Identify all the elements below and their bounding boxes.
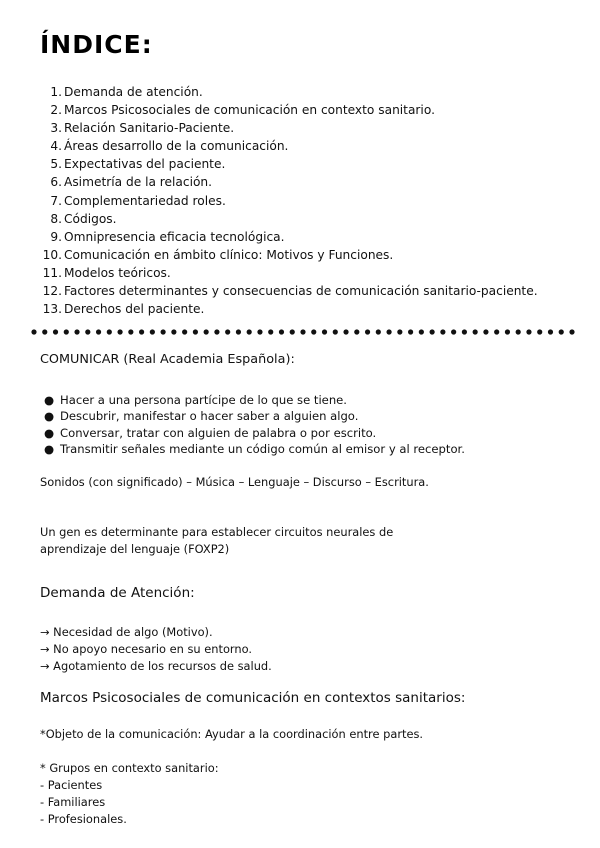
toc-text: Marcos Psicosociales de comunicación en contexto sanitario. bbox=[64, 103, 435, 118]
divider-dot bbox=[182, 329, 187, 334]
divider-dot bbox=[107, 329, 112, 334]
toc-item bbox=[40, 83, 580, 101]
toc-text: Asimetría de la relación. bbox=[64, 175, 213, 190]
bullet-text: Conversar, tratar con alguien de palabra o por escrito. bbox=[60, 425, 377, 440]
toc-number: 12. bbox=[42, 284, 62, 299]
divider-dot bbox=[247, 329, 252, 334]
toc-item bbox=[40, 192, 580, 210]
toc-text: Factores determinantes y consecuencias de comunicación sanitario-paciente. bbox=[64, 284, 538, 299]
toc-text: Comunicación en ámbito clínico: Motivos y Funciones. bbox=[64, 247, 394, 262]
divider-dot bbox=[290, 329, 295, 334]
list-item bbox=[40, 658, 272, 675]
demanda-heading: Demanda de Atención: bbox=[40, 585, 195, 601]
toc-item bbox=[40, 228, 580, 246]
divider-dot bbox=[225, 329, 230, 334]
divider-dot bbox=[74, 329, 79, 334]
list-item bbox=[40, 641, 272, 658]
divider-dot bbox=[236, 329, 241, 334]
note-line: *Objeto de la comunicación: Ayudar a la coordinación entre partes. bbox=[40, 727, 424, 741]
divider-dot bbox=[214, 329, 219, 334]
divider-dot bbox=[117, 329, 122, 334]
demanda-list bbox=[40, 624, 272, 675]
divider-dot bbox=[397, 329, 402, 334]
divider-dot bbox=[85, 329, 90, 334]
toc-number: 11. bbox=[42, 265, 62, 280]
divider-dot bbox=[128, 329, 133, 334]
divider-dot bbox=[526, 329, 531, 334]
divider-dot bbox=[440, 329, 445, 334]
marcos-heading: Marcos Psicosociales de comunicación en contextos sanitarios: bbox=[40, 690, 466, 706]
toc-text: Expectativas del paciente. bbox=[64, 157, 226, 172]
divider-dot bbox=[419, 329, 424, 334]
dotted-divider bbox=[30, 328, 576, 336]
divider-dot bbox=[171, 329, 176, 334]
bullet-text: Transmitir señales mediante un código común al emisor y al receptor. bbox=[60, 442, 465, 457]
list-item bbox=[44, 425, 465, 441]
divider-dot bbox=[139, 329, 144, 334]
table-of-contents bbox=[40, 83, 580, 318]
toc-text: Relación Sanitario-Paciente. bbox=[64, 121, 235, 136]
divider-dot bbox=[430, 329, 435, 334]
page-title: ÍNDICE: bbox=[40, 30, 153, 59]
gen-paragraph: Un gen es determinante para establecer circuitos neurales de aprendizaje del lenguaje (FOXP2) bbox=[40, 525, 394, 556]
toc-item bbox=[40, 264, 580, 282]
arrow-right-icon: → bbox=[40, 642, 50, 656]
list-item bbox=[44, 441, 465, 457]
divider-dot bbox=[96, 329, 101, 334]
toc-item bbox=[40, 246, 580, 264]
bullet-icon: ● bbox=[44, 442, 55, 457]
toc-item bbox=[40, 173, 580, 191]
list-item bbox=[40, 624, 272, 641]
divider-dot bbox=[42, 329, 47, 334]
toc-number: 2. bbox=[50, 103, 62, 118]
toc-number: 9. bbox=[50, 229, 62, 244]
toc-text: Omnipresencia eficacia tecnológica. bbox=[64, 229, 285, 244]
toc-text: Demanda de atención. bbox=[64, 85, 203, 99]
comunicar-heading: COMUNICAR (Real Academia Española): bbox=[40, 352, 295, 367]
divider-dot bbox=[257, 329, 262, 334]
comunicar-bullet-list bbox=[44, 392, 465, 458]
toc-text: Códigos. bbox=[64, 211, 117, 226]
divider-dot bbox=[268, 329, 273, 334]
toc-text: Áreas desarrollo de la comunicación. bbox=[64, 139, 289, 154]
bullet-text: Hacer a una persona partícipe de lo que se tiene. bbox=[60, 393, 347, 407]
divider-dot bbox=[161, 329, 166, 334]
list-item-text: No apoyo necesario en su entorno. bbox=[53, 642, 253, 656]
list-item-text: Agotamiento de los recursos de salud. bbox=[53, 659, 272, 673]
list-item bbox=[44, 392, 465, 408]
bullet-text: Descubrir, manifestar o hacer saber a alguien algo. bbox=[60, 409, 359, 424]
toc-number: 1. bbox=[50, 85, 62, 99]
divider-dot bbox=[548, 329, 553, 334]
toc-item bbox=[40, 101, 580, 119]
divider-dot bbox=[204, 329, 209, 334]
divider-dot bbox=[537, 329, 542, 334]
toc-number: 8. bbox=[50, 211, 62, 226]
divider-dot bbox=[505, 329, 510, 334]
note-line: - Familiares bbox=[40, 795, 106, 809]
toc-text: Derechos del paciente. bbox=[64, 302, 205, 317]
toc-item bbox=[40, 137, 580, 155]
note-line: * Grupos en contexto sanitario: bbox=[40, 761, 219, 775]
dotted-divider-graphic bbox=[30, 328, 576, 336]
toc-item bbox=[40, 119, 580, 137]
divider-dot bbox=[408, 329, 413, 334]
toc-number: 5. bbox=[50, 157, 62, 172]
list-item bbox=[44, 408, 465, 424]
toc-number: 13. bbox=[42, 302, 62, 317]
divider-dot bbox=[559, 329, 564, 334]
bullet-icon: ● bbox=[44, 425, 55, 440]
toc-item bbox=[40, 210, 580, 228]
toc-text: Modelos teóricos. bbox=[64, 265, 171, 280]
toc-text: Complementariedad roles. bbox=[64, 193, 226, 208]
toc-number: 7. bbox=[50, 193, 62, 208]
divider-dot bbox=[150, 329, 155, 334]
arrow-right-icon: → bbox=[40, 625, 50, 639]
toc-item bbox=[40, 155, 580, 173]
note-line: - Pacientes bbox=[40, 778, 103, 792]
divider-dot bbox=[333, 329, 338, 334]
divider-dot bbox=[64, 329, 69, 334]
toc-number: 3. bbox=[50, 121, 62, 136]
note-line: - Profesionales. bbox=[40, 812, 127, 826]
bullet-icon: ● bbox=[44, 393, 55, 407]
toc-number: 10. bbox=[42, 247, 62, 262]
divider-dot bbox=[31, 329, 36, 334]
arrow-right-icon: → bbox=[40, 659, 50, 673]
list-item-text: Necesidad de algo (Motivo). bbox=[53, 625, 213, 639]
divider-dot bbox=[193, 329, 198, 334]
divider-dot bbox=[569, 329, 574, 334]
note-line bbox=[40, 743, 423, 760]
toc-item bbox=[40, 282, 580, 300]
divider-dot bbox=[376, 329, 381, 334]
divider-dot bbox=[279, 329, 284, 334]
divider-dot bbox=[365, 329, 370, 334]
marcos-notes bbox=[40, 726, 423, 828]
divider-dot bbox=[322, 329, 327, 334]
divider-dot bbox=[311, 329, 316, 334]
toc-number: 4. bbox=[50, 139, 62, 154]
divider-dot bbox=[343, 329, 348, 334]
divider-dot bbox=[354, 329, 359, 334]
bullet-icon: ● bbox=[44, 409, 55, 424]
divider-dot bbox=[516, 329, 521, 334]
divider-dot bbox=[494, 329, 499, 334]
divider-dot bbox=[386, 329, 391, 334]
divider-dot bbox=[300, 329, 305, 334]
divider-dot bbox=[53, 329, 58, 334]
toc-item bbox=[40, 300, 580, 318]
sonidos-paragraph: Sonidos (con significado) – Música – Lenguaje – Discurso – Escritura. bbox=[40, 475, 429, 489]
divider-dot bbox=[483, 329, 488, 334]
divider-dot bbox=[462, 329, 467, 334]
divider-dot bbox=[473, 329, 478, 334]
divider-dot bbox=[451, 329, 456, 334]
toc-number: 6. bbox=[50, 175, 62, 190]
